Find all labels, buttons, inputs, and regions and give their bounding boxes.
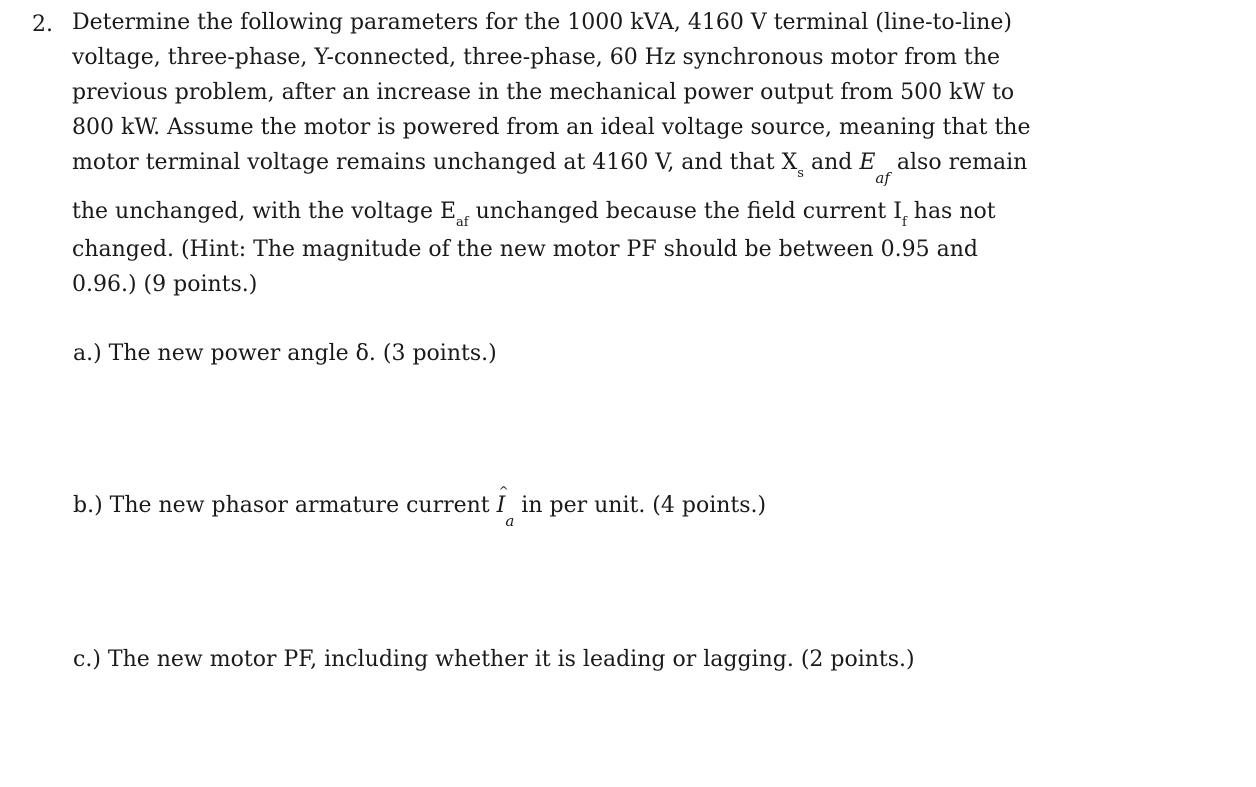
if-subscript: f [901, 215, 907, 230]
statement-line: Determine the following parameters for the 1000 kVA, 4160 V terminal (line-to-line) [72, 10, 1012, 35]
line5-post: also remain [889, 150, 1028, 175]
phasor-subscript: a [505, 512, 515, 530]
eaf-subscript-small: af [456, 215, 469, 230]
part-c: c.) The new motor PF, including whether it is leading or lagging. (2 points.) [73, 647, 915, 672]
phasor-hat: ^ [498, 484, 509, 498]
statement-line: 800 kW. Assume the motor is powered from an ideal voltage source, meaning that the [72, 115, 1031, 140]
statement-line-xs-eaf [72, 145, 1132, 187]
line5-mid: and [803, 150, 860, 175]
eaf-subscript: af [875, 169, 890, 187]
statement-line: voltage, three-phase, Y-connected, three-phase, 60 Hz synchronous motor from the [72, 45, 1001, 70]
phasor-letter: I [496, 493, 506, 518]
problem-2 [32, 5, 1132, 302]
statement-line: previous problem, after an increase in the mechanical power output from 500 kW to [72, 80, 1015, 105]
xs-subscript: s [797, 166, 804, 181]
part-b-post: in per unit. (4 points.) [514, 493, 767, 518]
eaf-symbol: E [859, 150, 876, 175]
line6-post: has not [906, 199, 996, 224]
part-b [73, 484, 767, 530]
problem-statement [72, 5, 1132, 302]
statement-line: 0.96.) (9 points.) [72, 272, 258, 297]
problem-number: 2. [32, 12, 53, 37]
line6-mid: unchanged because the field current I [468, 199, 902, 224]
statement-line: changed. (Hint: The magnitude of the new motor PF should be between 0.95 and [72, 237, 978, 262]
part-b-pre: b.) The new phasor armature current [73, 493, 497, 518]
statement-line-field-current [72, 194, 1132, 232]
line5-pre: motor terminal voltage remains unchanged at 4160 V, and that X [72, 150, 798, 175]
part-a: a.) The new power angle δ. (3 points.) [73, 341, 497, 366]
line6-pre: the unchanged, with the voltage E [72, 199, 457, 224]
